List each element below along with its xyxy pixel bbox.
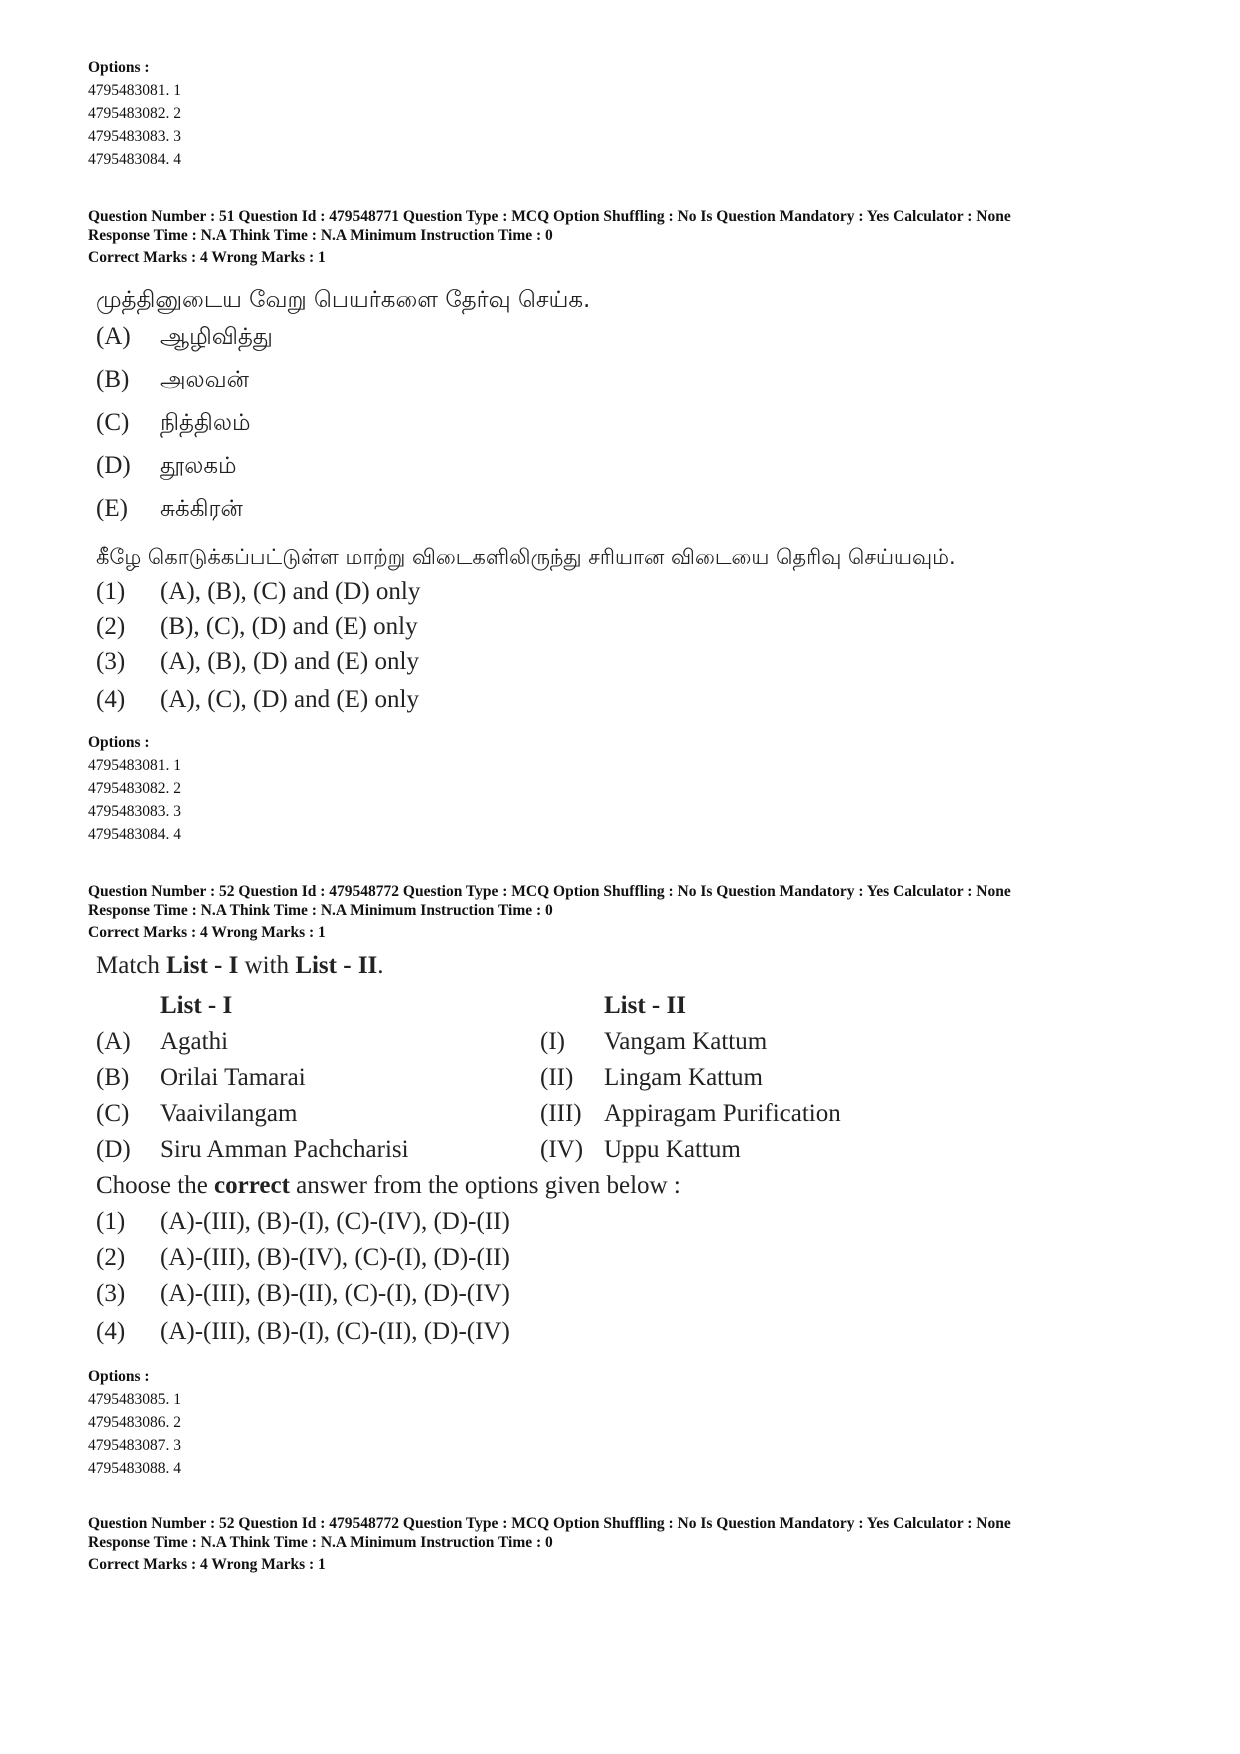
question-meta-line: Question Number : 52 Question Id : 479548772 Question Type : MCQ Option Shuffling : No Is Question Mandatory : Yes Calculator : None (88, 1515, 1011, 1532)
options-heading: Options : (88, 59, 150, 76)
answer-row (96, 1208, 904, 1244)
list2-item: Appiragam Purification (604, 1100, 841, 1127)
choice-label: (D) (96, 452, 131, 479)
match-row (96, 1100, 904, 1136)
title-text: Match (96, 952, 167, 979)
question-meta-line: Question Number : 51 Question Id : 479548771 Question Type : MCQ Option Shuffling : No Is Question Mandatory : Yes Calculator : None (88, 208, 1011, 225)
list2-label: (IV) (540, 1136, 584, 1163)
question-title (96, 952, 904, 992)
option-id-line: 4795483086. 2 (88, 1414, 181, 1431)
answer-label: (3) (96, 648, 126, 675)
choice-label: (E) (96, 495, 128, 522)
option-id-line: 4795483087. 3 (88, 1437, 181, 1454)
q51-options-block (88, 731, 1188, 846)
option-id-line: 4795483083. 3 (88, 803, 181, 820)
option-id-line: 4795483081. 1 (88, 757, 181, 774)
option-id-line: 4795483088. 4 (88, 1460, 181, 1477)
title-list1: List - I (166, 952, 239, 979)
answer-text: (A)-(III), (B)-(I), (C)-(II), (D)-(IV) (160, 1318, 510, 1345)
list2-label: (I) (540, 1028, 565, 1055)
q51-body (96, 281, 1196, 724)
question-meta-line: Question Number : 52 Question Id : 479548772 Question Type : MCQ Option Shuffling : No Is Question Mandatory : Yes Calculator : None (88, 883, 1011, 900)
response-time-line: Response Time : N.A Think Time : N.A Minimum Instruction Time : 0 (88, 902, 553, 919)
choice-label: (C) (96, 409, 130, 436)
match-row (96, 1028, 904, 1064)
list2-label: (III) (540, 1100, 582, 1127)
choice-row (96, 495, 1196, 538)
answer-row (96, 578, 1196, 613)
options-heading: Options : (88, 1368, 150, 1385)
q52-body (96, 952, 904, 1356)
q52-repeat-meta (88, 1514, 1188, 1574)
top-options-block (88, 56, 1188, 171)
answer-label: (3) (96, 1280, 126, 1307)
choice-row (96, 323, 1196, 366)
match-row (96, 1064, 904, 1100)
choice-text: ஆழிவித்து (160, 324, 273, 350)
answer-label: (4) (96, 1318, 126, 1345)
choice-text: தூலகம் (160, 453, 237, 479)
options-heading: Options : (88, 734, 150, 751)
option-id-line: 4795483084. 4 (88, 826, 181, 843)
option-id-line: 4795483083. 3 (88, 128, 181, 145)
answer-row (96, 1244, 904, 1280)
option-id-line: 4795483082. 2 (88, 780, 181, 797)
answer-row (96, 686, 1196, 724)
answer-text: (A), (B), (C) and (D) only (160, 578, 421, 605)
list2-item: Uppu Kattum (604, 1136, 741, 1163)
choice-row (96, 409, 1196, 452)
choice-text: நித்திலம் (160, 410, 251, 436)
marks-line: Correct Marks : 4 Wrong Marks : 1 (88, 1556, 326, 1573)
answer-row (96, 648, 1196, 686)
answer-text: (A), (B), (D) and (E) only (160, 648, 419, 675)
instruction-text: answer from the options given below : (289, 1172, 681, 1199)
list2-item: Vangam Kattum (604, 1028, 768, 1055)
answer-text: (B), (C), (D) and (E) only (160, 613, 418, 640)
title-text: with (238, 952, 296, 979)
choice-row (96, 452, 1196, 495)
title-text: . (377, 952, 384, 979)
choice-row (96, 366, 1196, 409)
answer-label: (2) (96, 1244, 126, 1271)
list-headers (96, 992, 904, 1028)
marks-line: Correct Marks : 4 Wrong Marks : 1 (88, 924, 326, 941)
answer-label: (1) (96, 578, 126, 605)
list1-item: Vaaivilangam (160, 1100, 298, 1127)
choice-label: (A) (96, 323, 131, 350)
question-instruction: கீழே கொடுக்கப்பட்டுள்ள மாற்று விடைகளிலிருந்து சரியான விடையை தெரிவு செய்யவும். (96, 545, 956, 569)
match-row (96, 1136, 904, 1172)
list2-header: List - II (604, 992, 686, 1019)
choice-text: சுக்கிரன் (160, 496, 243, 522)
list1-item: Siru Amman Pachcharisi (160, 1136, 409, 1163)
list1-label: (B) (96, 1064, 130, 1091)
q51-meta (88, 207, 1188, 267)
list1-item: Agathi (160, 1028, 229, 1055)
marks-line: Correct Marks : 4 Wrong Marks : 1 (88, 249, 326, 266)
title-list2: List - II (295, 952, 378, 979)
q52-options-block (88, 1365, 1188, 1480)
question-title: முத்தினுடைய வேறு பெயர்களை தேர்வு செய்க. (96, 287, 591, 313)
answer-row (96, 1280, 904, 1318)
answer-label: (2) (96, 613, 126, 640)
answer-text: (A)-(III), (B)-(II), (C)-(I), (D)-(IV) (160, 1280, 510, 1307)
response-time-line: Response Time : N.A Think Time : N.A Minimum Instruction Time : 0 (88, 227, 553, 244)
answer-text: (A)-(III), (B)-(I), (C)-(IV), (D)-(II) (160, 1208, 510, 1235)
answer-row (96, 613, 1196, 648)
option-id-line: 4795483082. 2 (88, 105, 181, 122)
list1-label: (D) (96, 1136, 131, 1163)
answer-row (96, 1318, 904, 1356)
answer-label: (4) (96, 686, 126, 713)
choice-text: அலவன் (160, 367, 249, 393)
instruction-text: Choose the (96, 1172, 215, 1199)
answer-text: (A), (C), (D) and (E) only (160, 686, 419, 713)
answer-label: (1) (96, 1208, 126, 1235)
instruction-bold: correct (214, 1172, 290, 1199)
list1-label: (C) (96, 1100, 130, 1127)
choice-label: (B) (96, 366, 130, 393)
option-id-line: 4795483081. 1 (88, 82, 181, 99)
option-id-line: 4795483085. 1 (88, 1391, 181, 1408)
choose-instruction (96, 1172, 904, 1208)
q52-meta (88, 882, 1188, 942)
list1-label: (A) (96, 1028, 131, 1055)
response-time-line: Response Time : N.A Think Time : N.A Minimum Instruction Time : 0 (88, 1534, 553, 1551)
list1-item: Orilai Tamarai (160, 1064, 306, 1091)
list2-label: (II) (540, 1064, 574, 1091)
option-id-line: 4795483084. 4 (88, 151, 181, 168)
answer-text: (A)-(III), (B)-(IV), (C)-(I), (D)-(II) (160, 1244, 510, 1271)
list1-header: List - I (160, 992, 233, 1019)
list2-item: Lingam Kattum (604, 1064, 763, 1091)
